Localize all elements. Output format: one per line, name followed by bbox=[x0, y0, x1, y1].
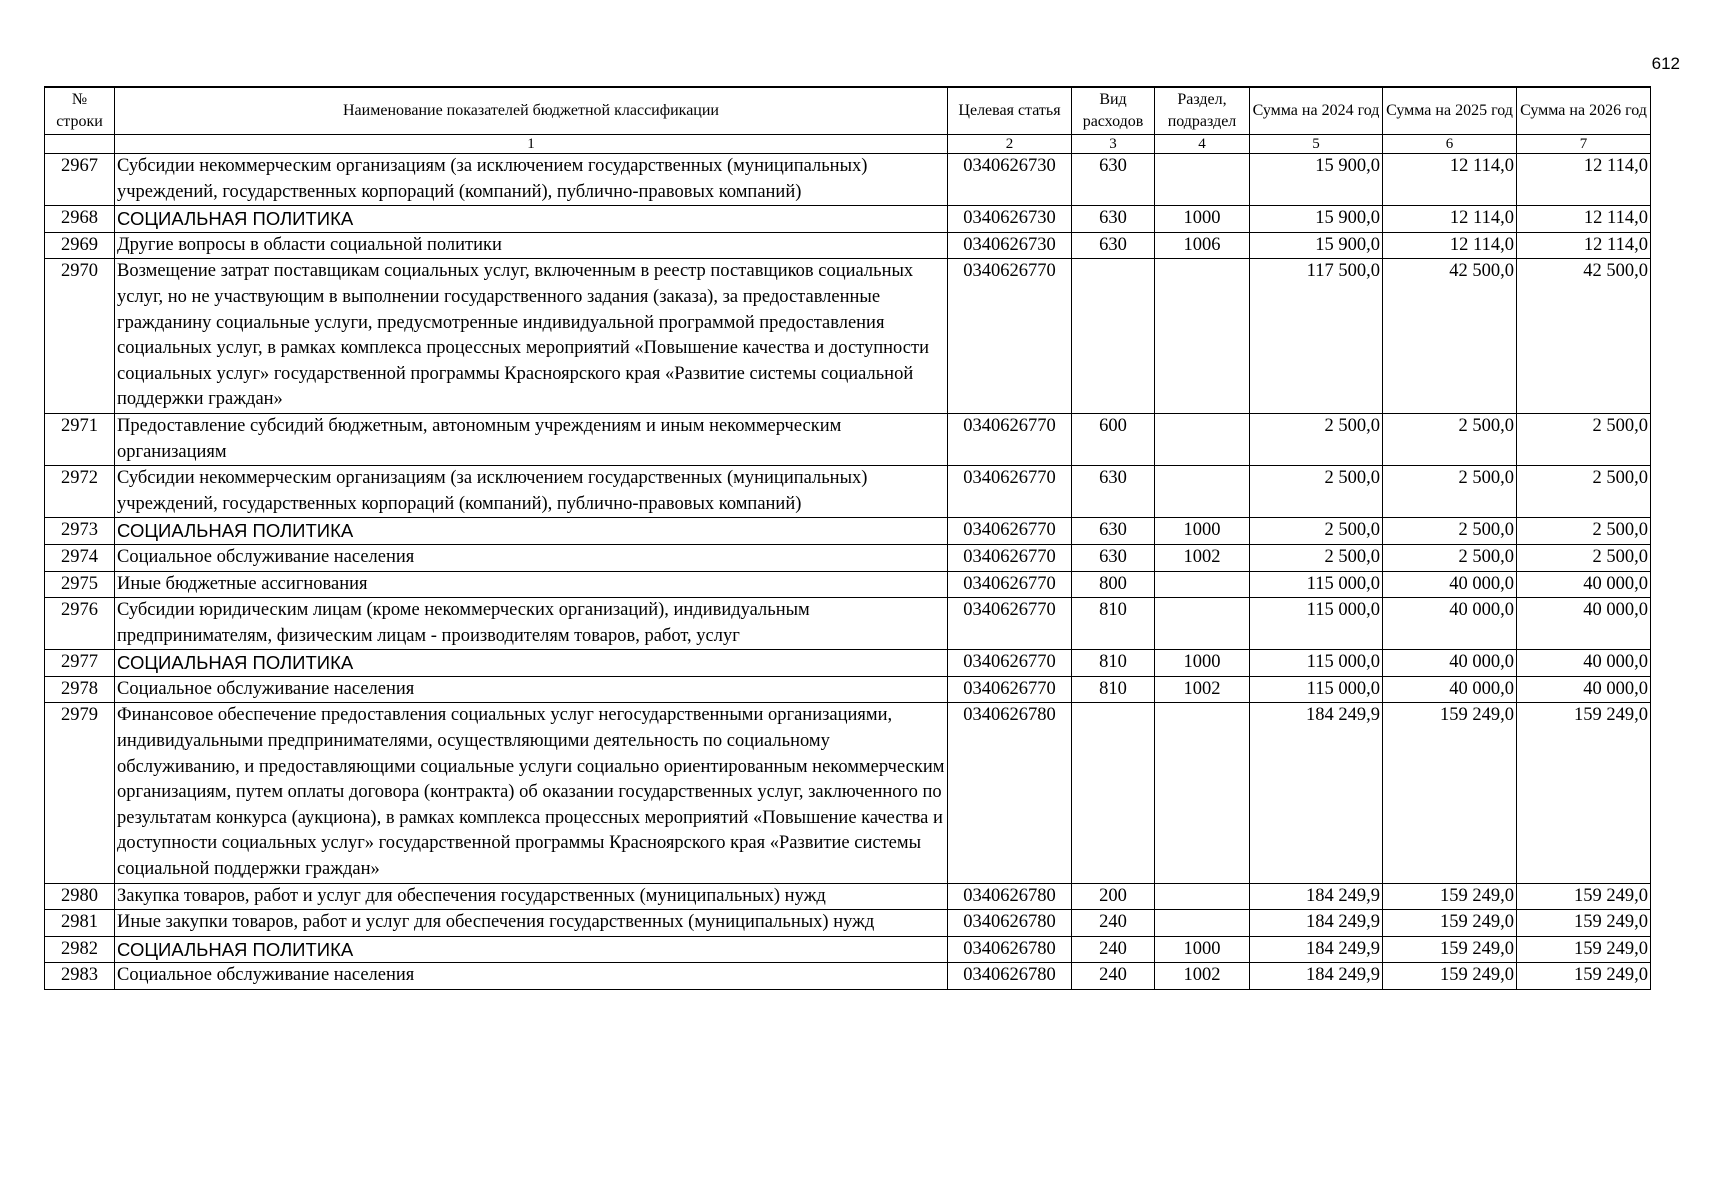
row-target-article: 0340626780 bbox=[948, 936, 1072, 963]
row-expense-type: 630 bbox=[1072, 544, 1155, 571]
row-number: 2968 bbox=[45, 206, 115, 233]
row-expense-type: 810 bbox=[1072, 598, 1155, 650]
row-section: 1000 bbox=[1155, 518, 1250, 545]
row-number: 2975 bbox=[45, 571, 115, 598]
table-row bbox=[45, 676, 1651, 703]
row-section bbox=[1155, 466, 1250, 518]
table-row bbox=[45, 206, 1651, 233]
row-name: Предоставление субсидий бюджетным, автономным учреждениям и иным некоммерческим организациям bbox=[115, 413, 948, 465]
header-row bbox=[45, 87, 1651, 135]
table-row bbox=[45, 883, 1651, 910]
row-sum-2024: 115 000,0 bbox=[1250, 676, 1383, 703]
column-number: 1 bbox=[115, 135, 948, 154]
row-target-article: 0340626770 bbox=[948, 571, 1072, 598]
header-sum-2026: Сумма на 2026 год bbox=[1517, 87, 1651, 135]
row-number: 2971 bbox=[45, 413, 115, 465]
row-number: 2977 bbox=[45, 650, 115, 677]
row-number: 2976 bbox=[45, 598, 115, 650]
row-expense-type: 240 bbox=[1072, 936, 1155, 963]
row-target-article: 0340626770 bbox=[948, 676, 1072, 703]
row-sum-2026: 2 500,0 bbox=[1517, 518, 1651, 545]
row-expense-type: 800 bbox=[1072, 571, 1155, 598]
row-expense-type: 200 bbox=[1072, 883, 1155, 910]
column-number: 6 bbox=[1383, 135, 1517, 154]
row-number: 2980 bbox=[45, 883, 115, 910]
row-sum-2024: 115 000,0 bbox=[1250, 650, 1383, 677]
row-expense-type: 810 bbox=[1072, 676, 1155, 703]
budget-table bbox=[44, 86, 1651, 990]
table-body bbox=[45, 154, 1651, 990]
row-sum-2026: 12 114,0 bbox=[1517, 154, 1651, 206]
row-name: СОЦИАЛЬНАЯ ПОЛИТИКА bbox=[115, 650, 948, 677]
row-target-article: 0340626730 bbox=[948, 232, 1072, 259]
row-sum-2025: 159 249,0 bbox=[1383, 703, 1517, 883]
row-name: Субсидии юридическим лицам (кроме некоммерческих организаций), индивидуальным предпринимателям, физическим лицам - производителям товаров, работ, услуг bbox=[115, 598, 948, 650]
row-sum-2025: 12 114,0 bbox=[1383, 206, 1517, 233]
table-row bbox=[45, 650, 1651, 677]
row-number: 2981 bbox=[45, 910, 115, 937]
table-row bbox=[45, 413, 1651, 465]
row-sum-2025: 12 114,0 bbox=[1383, 154, 1517, 206]
row-target-article: 0340626770 bbox=[948, 650, 1072, 677]
row-expense-type: 240 bbox=[1072, 963, 1155, 990]
row-target-article: 0340626730 bbox=[948, 154, 1072, 206]
row-section: 1000 bbox=[1155, 206, 1250, 233]
row-expense-type bbox=[1072, 259, 1155, 414]
row-sum-2025: 40 000,0 bbox=[1383, 598, 1517, 650]
row-sum-2026: 40 000,0 bbox=[1517, 571, 1651, 598]
row-name: СОЦИАЛЬНАЯ ПОЛИТИКА bbox=[115, 936, 948, 963]
row-target-article: 0340626730 bbox=[948, 206, 1072, 233]
table-row bbox=[45, 544, 1651, 571]
row-target-article: 0340626770 bbox=[948, 598, 1072, 650]
row-sum-2024: 2 500,0 bbox=[1250, 413, 1383, 465]
header-target: Целевая статья bbox=[948, 87, 1072, 135]
column-number: 2 bbox=[948, 135, 1072, 154]
row-sum-2024: 15 900,0 bbox=[1250, 206, 1383, 233]
row-target-article: 0340626770 bbox=[948, 259, 1072, 414]
table-row bbox=[45, 466, 1651, 518]
row-target-article: 0340626780 bbox=[948, 910, 1072, 937]
row-sum-2024: 184 249,9 bbox=[1250, 936, 1383, 963]
table-row bbox=[45, 518, 1651, 545]
row-sum-2026: 12 114,0 bbox=[1517, 232, 1651, 259]
row-section: 1006 bbox=[1155, 232, 1250, 259]
row-number: 2983 bbox=[45, 963, 115, 990]
row-section bbox=[1155, 598, 1250, 650]
column-number-row bbox=[45, 135, 1651, 154]
row-section bbox=[1155, 910, 1250, 937]
row-target-article: 0340626770 bbox=[948, 518, 1072, 545]
row-sum-2025: 159 249,0 bbox=[1383, 883, 1517, 910]
table-row bbox=[45, 910, 1651, 937]
row-sum-2025: 2 500,0 bbox=[1383, 518, 1517, 545]
row-sum-2024: 184 249,9 bbox=[1250, 703, 1383, 883]
table-row bbox=[45, 571, 1651, 598]
row-target-article: 0340626780 bbox=[948, 963, 1072, 990]
row-sum-2025: 159 249,0 bbox=[1383, 910, 1517, 937]
row-sum-2026: 2 500,0 bbox=[1517, 544, 1651, 571]
row-sum-2025: 40 000,0 bbox=[1383, 650, 1517, 677]
row-sum-2024: 184 249,9 bbox=[1250, 963, 1383, 990]
row-sum-2025: 2 500,0 bbox=[1383, 466, 1517, 518]
row-expense-type: 630 bbox=[1072, 232, 1155, 259]
row-section: 1002 bbox=[1155, 676, 1250, 703]
row-sum-2024: 15 900,0 bbox=[1250, 232, 1383, 259]
row-number: 2973 bbox=[45, 518, 115, 545]
row-expense-type: 600 bbox=[1072, 413, 1155, 465]
row-section bbox=[1155, 883, 1250, 910]
row-name: СОЦИАЛЬНАЯ ПОЛИТИКА bbox=[115, 206, 948, 233]
row-sum-2026: 40 000,0 bbox=[1517, 598, 1651, 650]
row-sum-2024: 15 900,0 bbox=[1250, 154, 1383, 206]
row-section bbox=[1155, 154, 1250, 206]
row-sum-2025: 2 500,0 bbox=[1383, 413, 1517, 465]
row-sum-2024: 115 000,0 bbox=[1250, 598, 1383, 650]
row-name: Финансовое обеспечение предоставления социальных услуг негосударственными организациями, индивидуальными предпринимателями, осуществляющими деятельность по социальному обслуживанию, и предоставляющими социальные услуги социально ориентированным некоммерческим организациям, путем оплаты договора (контракта) об оказании государственных услуг, заключенного по результатам конкурса (аукциона), в рамках комплекса процессных мероприятий «Повышение качества и доступности социальных услуг» государственной программы Красноярского края «Развитие системы социальной поддержки граждан» bbox=[115, 703, 948, 883]
header-sum-2024: Сумма на 2024 год bbox=[1250, 87, 1383, 135]
row-expense-type bbox=[1072, 703, 1155, 883]
row-name: Социальное обслуживание населения bbox=[115, 676, 948, 703]
row-sum-2024: 2 500,0 bbox=[1250, 466, 1383, 518]
header-type: Вид расходов bbox=[1072, 87, 1155, 135]
table-row bbox=[45, 936, 1651, 963]
row-section: 1002 bbox=[1155, 963, 1250, 990]
row-sum-2026: 12 114,0 bbox=[1517, 206, 1651, 233]
row-name: Субсидии некоммерческим организациям (за исключением государственных (муниципальных) учреждений, государственных корпораций (компаний), публично-правовых компаний) bbox=[115, 466, 948, 518]
row-name: СОЦИАЛЬНАЯ ПОЛИТИКА bbox=[115, 518, 948, 545]
column-number: 3 bbox=[1072, 135, 1155, 154]
row-name: Субсидии некоммерческим организациям (за исключением государственных (муниципальных) учреждений, государственных корпораций (компаний), публично-правовых компаний) bbox=[115, 154, 948, 206]
row-sum-2025: 40 000,0 bbox=[1383, 571, 1517, 598]
row-section bbox=[1155, 413, 1250, 465]
row-section: 1000 bbox=[1155, 650, 1250, 677]
table-row bbox=[45, 703, 1651, 883]
row-sum-2025: 40 000,0 bbox=[1383, 676, 1517, 703]
row-sum-2026: 159 249,0 bbox=[1517, 936, 1651, 963]
row-target-article: 0340626770 bbox=[948, 544, 1072, 571]
row-target-article: 0340626770 bbox=[948, 466, 1072, 518]
row-section: 1000 bbox=[1155, 936, 1250, 963]
row-sum-2024: 2 500,0 bbox=[1250, 544, 1383, 571]
table-row bbox=[45, 963, 1651, 990]
row-sum-2024: 184 249,9 bbox=[1250, 883, 1383, 910]
row-target-article: 0340626780 bbox=[948, 703, 1072, 883]
row-name: Социальное обслуживание населения bbox=[115, 963, 948, 990]
row-number: 2982 bbox=[45, 936, 115, 963]
row-name: Другие вопросы в области социальной политики bbox=[115, 232, 948, 259]
row-sum-2026: 159 249,0 bbox=[1517, 883, 1651, 910]
row-expense-type: 630 bbox=[1072, 466, 1155, 518]
row-name: Закупка товаров, работ и услуг для обеспечения государственных (муниципальных) нужд bbox=[115, 883, 948, 910]
row-number: 2969 bbox=[45, 232, 115, 259]
row-sum-2026: 159 249,0 bbox=[1517, 910, 1651, 937]
row-sum-2024: 117 500,0 bbox=[1250, 259, 1383, 414]
row-sum-2026: 42 500,0 bbox=[1517, 259, 1651, 414]
row-sum-2026: 159 249,0 bbox=[1517, 703, 1651, 883]
row-name: Возмещение затрат поставщикам социальных услуг, включенным в реестр поставщиков социальных услуг, но не участвующим в выполнении государственного задания (заказа), за предоставленные гражданину социальные услуги, предусмотренные индивидуальной программой предоставления социальных услуг, в рамках комплекса процессных мероприятий «Повышение качества и доступности социальных услуг» государственной программы Красноярского края «Развитие системы социальной поддержки граждан» bbox=[115, 259, 948, 414]
row-section bbox=[1155, 571, 1250, 598]
row-expense-type: 630 bbox=[1072, 206, 1155, 233]
header-name: Наименование показателей бюджетной классификации bbox=[115, 87, 948, 135]
page-number: 612 bbox=[1651, 54, 1680, 73]
row-number: 2970 bbox=[45, 259, 115, 414]
row-number: 2978 bbox=[45, 676, 115, 703]
column-number: 5 bbox=[1250, 135, 1383, 154]
row-sum-2026: 40 000,0 bbox=[1517, 650, 1651, 677]
row-sum-2024: 184 249,9 bbox=[1250, 910, 1383, 937]
row-sum-2026: 159 249,0 bbox=[1517, 963, 1651, 990]
row-sum-2025: 159 249,0 bbox=[1383, 936, 1517, 963]
row-number: 2974 bbox=[45, 544, 115, 571]
row-target-article: 0340626770 bbox=[948, 413, 1072, 465]
table-row bbox=[45, 259, 1651, 414]
row-expense-type: 630 bbox=[1072, 518, 1155, 545]
row-name: Иные закупки товаров, работ и услуг для обеспечения государственных (муниципальных) нужд bbox=[115, 910, 948, 937]
column-number: 4 bbox=[1155, 135, 1250, 154]
table-row bbox=[45, 154, 1651, 206]
row-sum-2025: 159 249,0 bbox=[1383, 963, 1517, 990]
table-row bbox=[45, 232, 1651, 259]
row-sum-2026: 40 000,0 bbox=[1517, 676, 1651, 703]
row-target-article: 0340626780 bbox=[948, 883, 1072, 910]
row-number: 2972 bbox=[45, 466, 115, 518]
row-expense-type: 630 bbox=[1072, 154, 1155, 206]
row-sum-2025: 42 500,0 bbox=[1383, 259, 1517, 414]
header-sum-2025: Сумма на 2025 год bbox=[1383, 87, 1517, 135]
row-name: Иные бюджетные ассигнования bbox=[115, 571, 948, 598]
row-expense-type: 810 bbox=[1072, 650, 1155, 677]
row-sum-2025: 2 500,0 bbox=[1383, 544, 1517, 571]
row-sum-2024: 2 500,0 bbox=[1250, 518, 1383, 545]
row-sum-2025: 12 114,0 bbox=[1383, 232, 1517, 259]
row-section bbox=[1155, 259, 1250, 414]
column-number: 7 bbox=[1517, 135, 1651, 154]
row-sum-2026: 2 500,0 bbox=[1517, 466, 1651, 518]
row-sum-2024: 115 000,0 bbox=[1250, 571, 1383, 598]
row-sum-2026: 2 500,0 bbox=[1517, 413, 1651, 465]
row-number: 2967 bbox=[45, 154, 115, 206]
row-section bbox=[1155, 703, 1250, 883]
row-expense-type: 240 bbox=[1072, 910, 1155, 937]
row-section: 1002 bbox=[1155, 544, 1250, 571]
header-section: Раздел, подраздел bbox=[1155, 87, 1250, 135]
header-row-no: № строки bbox=[45, 87, 115, 135]
row-number: 2979 bbox=[45, 703, 115, 883]
row-name: Социальное обслуживание населения bbox=[115, 544, 948, 571]
table-row bbox=[45, 598, 1651, 650]
column-number-blank bbox=[45, 135, 115, 154]
